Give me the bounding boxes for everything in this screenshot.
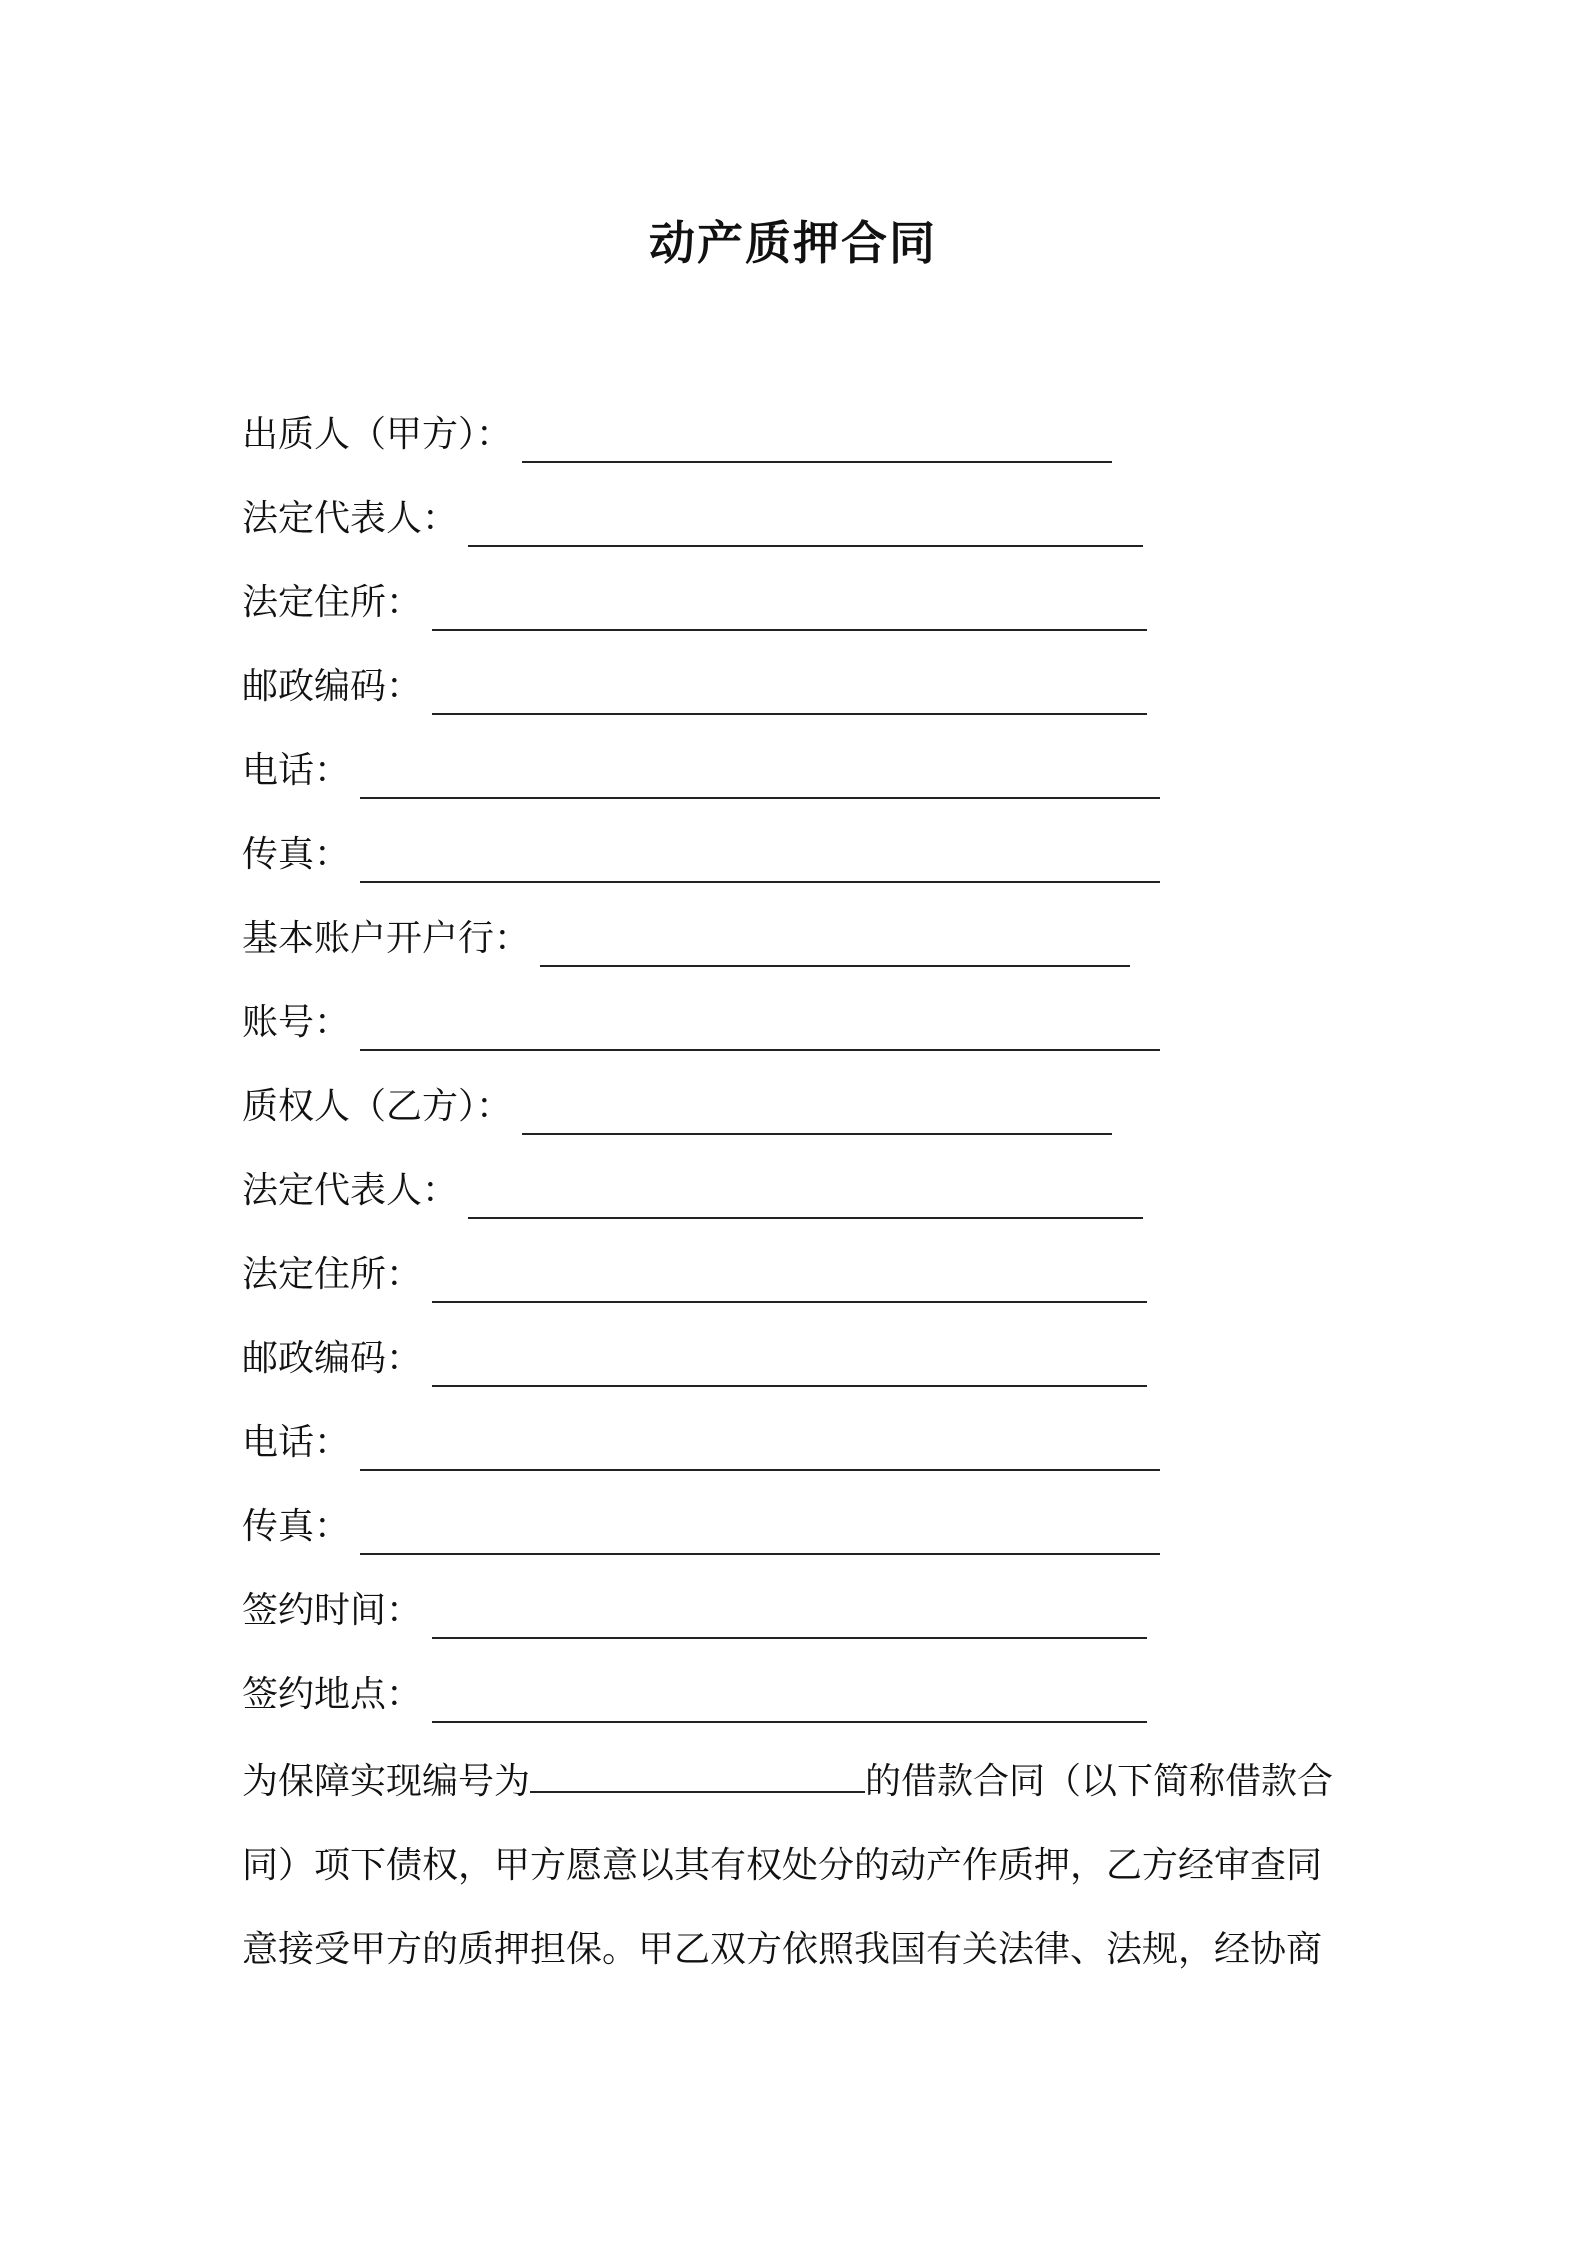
fill-in-line[interactable] — [360, 741, 1160, 799]
field-postcode-b — [242, 1329, 1392, 1413]
field-label: 签约地点： — [242, 1674, 423, 1715]
field-label: 传真： — [242, 1506, 351, 1547]
preamble-text: 为保障实现编号为 — [242, 1761, 531, 1802]
fill-in-line[interactable] — [360, 825, 1160, 883]
fill-in-line[interactable] — [468, 489, 1143, 547]
field-fax-a — [242, 825, 1392, 909]
field-label: 电话： — [242, 1422, 351, 1463]
field-phone-b — [242, 1413, 1392, 1497]
preamble-text: 的借款合同（以下简称借款合 — [865, 1761, 1334, 1802]
fill-in-line[interactable] — [432, 1329, 1147, 1387]
fill-in-line[interactable] — [468, 1161, 1143, 1219]
field-label: 法定代表人： — [242, 1170, 459, 1211]
fill-in-line[interactable] — [432, 573, 1147, 631]
field-pledgee — [242, 1077, 1392, 1161]
field-bank-a — [242, 909, 1392, 993]
field-account-a — [242, 993, 1392, 1077]
field-legal-address-b — [242, 1245, 1392, 1329]
fill-in-line[interactable] — [522, 405, 1112, 463]
fill-in-line[interactable] — [360, 1497, 1160, 1555]
field-label: 账号： — [242, 1002, 351, 1043]
field-label: 法定代表人： — [242, 498, 459, 539]
fill-in-line[interactable] — [522, 1077, 1112, 1135]
fill-in-line[interactable] — [432, 657, 1147, 715]
field-signing-time — [242, 1581, 1392, 1665]
contract-preamble — [242, 1740, 1352, 1992]
fill-in-line[interactable] — [432, 1665, 1147, 1723]
field-legal-representative-a — [242, 489, 1392, 573]
field-label: 邮政编码： — [242, 1338, 423, 1379]
preamble-line-3: 意接受甲方的质押担保。甲乙双方依照我国有关法律、法规，经协商 — [242, 1929, 1323, 1970]
field-label: 法定住所： — [242, 1254, 423, 1295]
field-pledgor — [242, 405, 1392, 489]
party-fields — [242, 405, 1392, 1749]
preamble-line-2: 同）项下债权，甲方愿意以其有权处分的动产作质押，乙方经审查同 — [242, 1845, 1323, 1886]
field-label: 电话： — [242, 750, 351, 791]
contract-number-blank[interactable] — [530, 1747, 865, 1793]
field-label: 传真： — [242, 834, 351, 875]
field-legal-representative-b — [242, 1161, 1392, 1245]
field-label: 签约时间： — [242, 1590, 423, 1631]
fill-in-line[interactable] — [360, 993, 1160, 1051]
fill-in-line[interactable] — [432, 1245, 1147, 1303]
fill-in-line[interactable] — [360, 1413, 1160, 1471]
field-phone-a — [242, 741, 1392, 825]
document-title: 动产质押合同 — [649, 216, 937, 270]
field-label: 邮政编码： — [242, 666, 423, 707]
field-label: 法定住所： — [242, 582, 423, 623]
field-label: 基本账户开户行： — [242, 918, 531, 959]
field-postcode-a — [242, 657, 1392, 741]
field-legal-address-a — [242, 573, 1392, 657]
field-label: 质权人（乙方）： — [242, 1086, 513, 1127]
field-label: 出质人（甲方）： — [242, 414, 513, 455]
preamble-line-1 — [242, 1740, 1352, 1824]
field-fax-b — [242, 1497, 1392, 1581]
fill-in-line[interactable] — [540, 909, 1130, 967]
field-signing-place — [242, 1665, 1392, 1749]
fill-in-line[interactable] — [432, 1581, 1147, 1639]
